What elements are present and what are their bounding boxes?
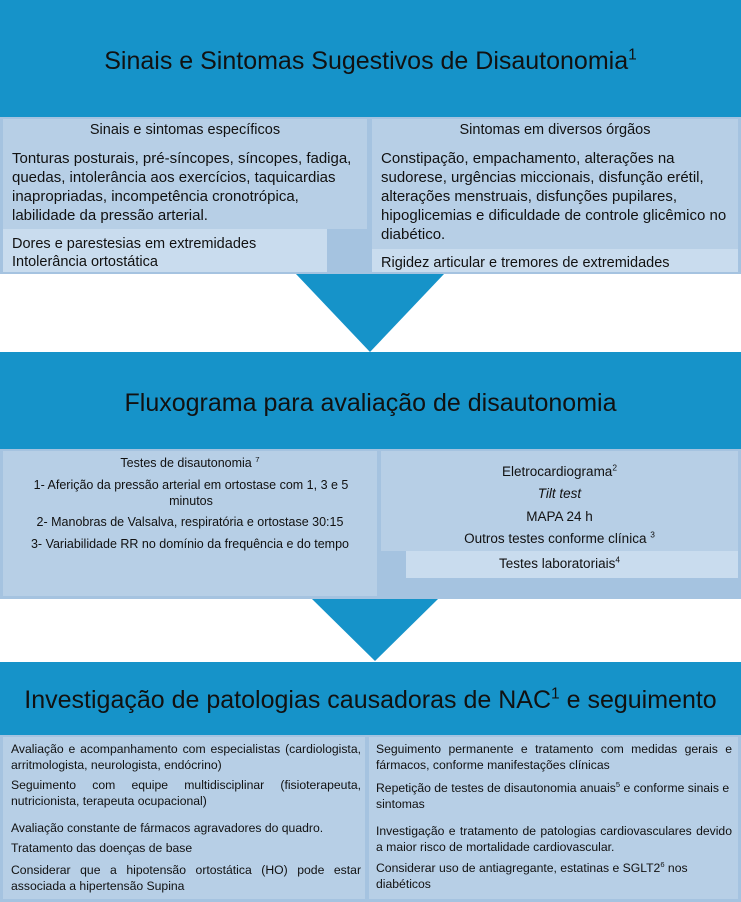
s2-left-item3: 3- Variabilidade RR no domínio da frequência e do tempo bbox=[30, 537, 350, 551]
s2-left-heading: Testes de disautonomia $^7$ bbox=[120, 454, 260, 470]
s3-right-item1: Seguimento permanente e tratamento com medidas gerais e fármacos, conforme manifestações clínicas bbox=[376, 742, 732, 772]
s3-left-item2: Seguimento com equipe multidisciplinar (fisioterapeuta, nutricionista, terapeuta ocupacional) bbox=[11, 778, 361, 808]
s1-left-heading: Sinais e sintomas específicos bbox=[89, 122, 281, 138]
section3-title: Investigação de patologias causadoras de NAC$^1$ e seguimento bbox=[24, 685, 717, 714]
s1-left-main: Tonturas posturais, pré-síncopes, síncopes, fadiga, quedas, intolerância aos exercícios, taquicardias inapropriadas, incompetência cronotrópica, labilidade da pressão arterial. bbox=[12, 150, 352, 224]
section1-header bbox=[0, 0, 741, 117]
section2-header bbox=[0, 352, 741, 449]
s3-right-item3: Investigação e tratamento de patologias cardiovasculares devido a maior risco de mortalidade cardiovascular. bbox=[376, 824, 732, 854]
section2-title: Fluxograma para avaliação de disautonomia bbox=[124, 389, 617, 417]
s2-outros: Outros testes conforme clínica $^3$ bbox=[464, 529, 655, 546]
s1-right-extra: Rigidez articular e tremores de extremidades bbox=[381, 255, 670, 271]
s2-ecg: Eletrocardiograma$^2$ bbox=[502, 462, 617, 479]
s2-mapa: MAPA 24 h bbox=[526, 509, 593, 524]
s2-tilt: Tilt test bbox=[537, 486, 582, 501]
s2-lab: Testes laboratoriais$^4$ bbox=[499, 554, 620, 571]
s1-left-line1: Dores e parestesias em extremidades bbox=[12, 236, 257, 252]
s1-right-heading: Sintomas em diversos órgãos bbox=[459, 122, 651, 138]
s2-left-item2: 2- Manobras de Valsalva, respiratória e ortostase 30:15 bbox=[36, 515, 344, 529]
s3-left-item3: Avaliação constante de fármacos agravadores do quadro. bbox=[11, 821, 324, 835]
s2-left-item1: 1- Aferição da pressão arterial em ortostase com 1, 3 e 5 minutos bbox=[33, 478, 349, 508]
arrow-1 bbox=[296, 274, 444, 352]
s3-right-item2: Repetição de testes de disautonomia anuais$^5$ e conforme sinais e sintomas bbox=[376, 779, 730, 811]
section1-title: Sinais e Sintomas Sugestivos de Disautonomia$^1$ bbox=[104, 46, 637, 75]
s1-left-line2: Intolerância ortostática bbox=[12, 254, 158, 270]
arrow-2 bbox=[312, 599, 438, 661]
s3-left-item1: Avaliação e acompanhamento com especialistas (cardiologista, arritmologista, neurologista, endócrino) bbox=[11, 742, 361, 772]
s3-left-item4: Tratamento das doenças de base bbox=[11, 841, 193, 855]
s3-left-item5: Considerar que a hipotensão ortostática (HO) pode estar associada a hipertensão Supina bbox=[11, 863, 361, 893]
section3-header bbox=[0, 662, 741, 735]
s3-right-item4: Considerar uso de antiagregante, estatinas e $SGLT2^6$ nos diabéticos bbox=[376, 859, 688, 891]
s1-right-main: Constipação, empachamento, alterações na sudorese, urgências miccionais, disfunção erétil, alterações menstruais, disfunções pupilares, hipoglicemias e dificuldade de controle glicêmico no diabético. bbox=[381, 150, 727, 243]
